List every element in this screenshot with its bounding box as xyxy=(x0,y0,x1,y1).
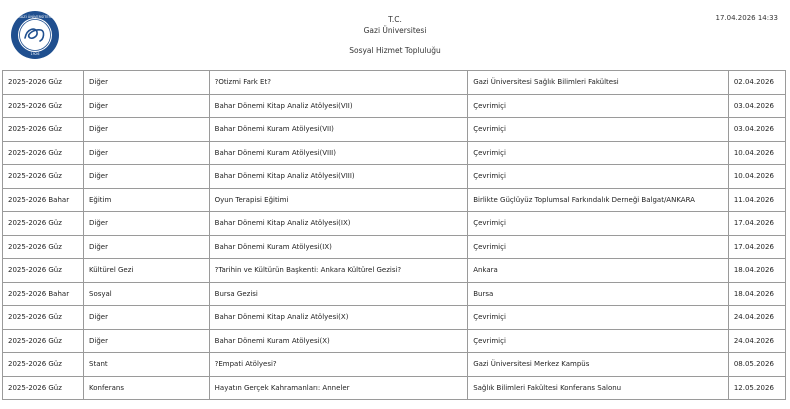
term-cell: 2025-2026 Güz xyxy=(3,94,84,118)
category-cell: Sosyal xyxy=(84,282,210,306)
location-cell: Çevrimiçi xyxy=(468,306,729,330)
table-row xyxy=(3,235,786,259)
location-cell: Birlikte Güçlüyüz Toplumsal Farkındalık Derneği Balgat/ANKARA xyxy=(468,188,729,212)
location-cell: Çevrimiçi xyxy=(468,94,729,118)
term-cell: 2025-2026 Güz xyxy=(3,353,84,377)
table-row xyxy=(3,188,786,212)
table-row xyxy=(3,118,786,142)
category-cell: Diğer xyxy=(84,141,210,165)
term-cell: 2025-2026 Güz xyxy=(3,212,84,236)
event-name-cell: Hayatın Gerçek Kahramanları: Anneler xyxy=(209,376,468,400)
date-cell: 17.04.2026 xyxy=(728,212,785,236)
date-cell: 18.04.2026 xyxy=(728,282,785,306)
location-cell: Bursa xyxy=(468,282,729,306)
event-name-cell: Oyun Terapisi Eğitimi xyxy=(209,188,468,212)
print-datetime: 17.04.2026 14:33 xyxy=(715,14,778,22)
document-header xyxy=(0,0,790,68)
location-cell: Gazi Üniversitesi Sağlık Bilimleri Fakültesi xyxy=(468,71,729,95)
category-cell: Diğer xyxy=(84,212,210,236)
location-cell: Çevrimiçi xyxy=(468,141,729,165)
table-row xyxy=(3,165,786,189)
location-cell: Sağlık Bilimleri Fakültesi Konferans Salonu xyxy=(468,376,729,400)
term-cell: 2025-2026 Güz xyxy=(3,141,84,165)
event-name-cell: ?Empati Atölyesi? xyxy=(209,353,468,377)
date-cell: 18.04.2026 xyxy=(728,259,785,283)
term-cell: 2025-2026 Güz xyxy=(3,306,84,330)
term-cell: 2025-2026 Güz xyxy=(3,259,84,283)
date-cell: 24.04.2026 xyxy=(728,306,785,330)
table-row xyxy=(3,282,786,306)
category-cell: Diğer xyxy=(84,306,210,330)
category-cell: Stant xyxy=(84,353,210,377)
date-cell: 24.04.2026 xyxy=(728,329,785,353)
date-cell: 11.04.2026 xyxy=(728,188,785,212)
date-cell: 03.04.2026 xyxy=(728,94,785,118)
table-row xyxy=(3,94,786,118)
event-name-cell: Bahar Dönemi Kitap Analiz Atölyesi(IX) xyxy=(209,212,468,236)
date-cell: 03.04.2026 xyxy=(728,118,785,142)
table-row xyxy=(3,306,786,330)
events-table xyxy=(2,70,786,400)
term-cell: 2025-2026 Güz xyxy=(3,329,84,353)
event-name-cell: Bahar Dönemi Kitap Analiz Atölyesi(X) xyxy=(209,306,468,330)
category-cell: Diğer xyxy=(84,235,210,259)
term-cell: 2025-2026 Güz xyxy=(3,235,84,259)
table-row xyxy=(3,329,786,353)
event-name-cell: Bahar Dönemi Kuram Atölyesi(X) xyxy=(209,329,468,353)
term-cell: 2025-2026 Güz xyxy=(3,71,84,95)
event-name-cell: ?Tarihin ve Kültürün Başkenti: Ankara Kültürel Gezisi? xyxy=(209,259,468,283)
date-cell: 17.04.2026 xyxy=(728,235,785,259)
date-cell: 10.04.2026 xyxy=(728,165,785,189)
date-cell: 02.04.2026 xyxy=(728,71,785,95)
category-cell: Diğer xyxy=(84,329,210,353)
header-club-name: Sosyal Hizmet Topluluğu xyxy=(349,46,441,55)
category-cell: Diğer xyxy=(84,71,210,95)
table-row xyxy=(3,212,786,236)
event-name-cell: Bursa Gezisi xyxy=(209,282,468,306)
table-row xyxy=(3,141,786,165)
date-cell: 10.04.2026 xyxy=(728,141,785,165)
date-cell: 08.05.2026 xyxy=(728,353,785,377)
svg-text:GAZİ ÜNİVERSİTESİ: GAZİ ÜNİVERSİTESİ xyxy=(18,15,52,19)
event-name-cell: Bahar Dönemi Kitap Analiz Atölyesi(VII) xyxy=(209,94,468,118)
table-row xyxy=(3,71,786,95)
location-cell: Çevrimiçi xyxy=(468,165,729,189)
table-row xyxy=(3,376,786,400)
date-cell: 12.05.2026 xyxy=(728,376,785,400)
term-cell: 2025-2026 Bahar xyxy=(3,282,84,306)
category-cell: Diğer xyxy=(84,118,210,142)
header-line-tc: T.C. xyxy=(388,15,402,24)
event-name-cell: Bahar Dönemi Kuram Atölyesi(IX) xyxy=(209,235,468,259)
event-name-cell: Bahar Dönemi Kuram Atölyesi(VII) xyxy=(209,118,468,142)
header-university-name: Gazi Üniversitesi xyxy=(363,26,427,35)
table-row xyxy=(3,353,786,377)
term-cell: 2025-2026 Güz xyxy=(3,376,84,400)
term-cell: 2025-2026 Bahar xyxy=(3,188,84,212)
svg-text:1926: 1926 xyxy=(30,52,40,56)
location-cell: Ankara xyxy=(468,259,729,283)
category-cell: Diğer xyxy=(84,94,210,118)
category-cell: Eğitim xyxy=(84,188,210,212)
term-cell: 2025-2026 Güz xyxy=(3,118,84,142)
term-cell: 2025-2026 Güz xyxy=(3,165,84,189)
event-name-cell: Bahar Dönemi Kitap Analiz Atölyesi(VIII) xyxy=(209,165,468,189)
location-cell: Çevrimiçi xyxy=(468,212,729,236)
category-cell: Diğer xyxy=(84,165,210,189)
event-name-cell: ?Otizmi Fark Et? xyxy=(209,71,468,95)
location-cell: Çevrimiçi xyxy=(468,118,729,142)
location-cell: Çevrimiçi xyxy=(468,329,729,353)
table-row xyxy=(3,259,786,283)
location-cell: Çevrimiçi xyxy=(468,235,729,259)
category-cell: Konferans xyxy=(84,376,210,400)
location-cell: Gazi Üniversitesi Merkez Kampüs xyxy=(468,353,729,377)
event-name-cell: Bahar Dönemi Kuram Atölyesi(VIII) xyxy=(209,141,468,165)
category-cell: Kültürel Gezi xyxy=(84,259,210,283)
